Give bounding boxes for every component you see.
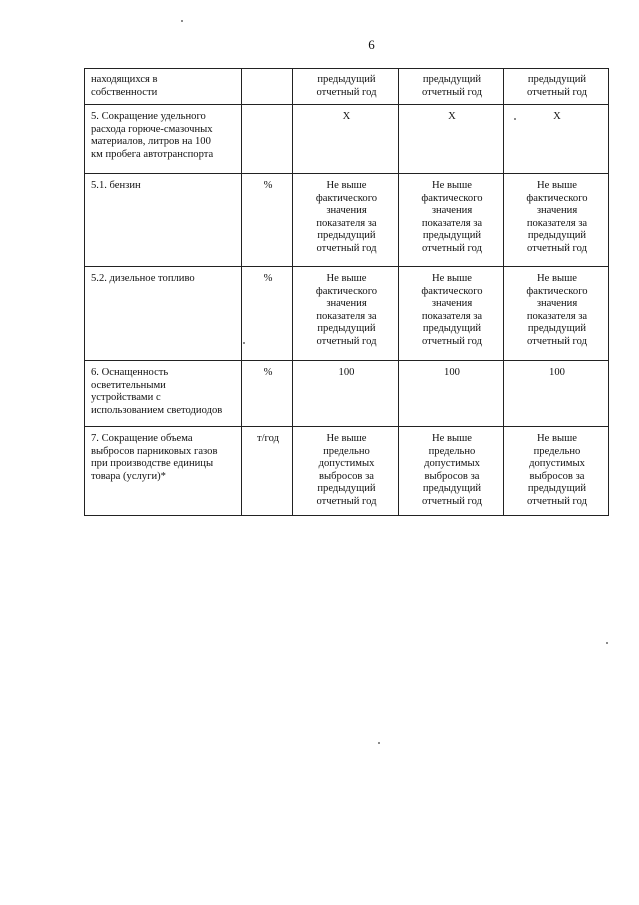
value-cell <box>293 361 399 427</box>
table-row <box>85 267 609 361</box>
table-row <box>85 427 609 516</box>
unit-cell <box>242 105 293 174</box>
unit-cell <box>242 267 293 361</box>
value-cell <box>399 105 504 174</box>
indicator-name: 5.2. дизельное топливо <box>91 273 195 284</box>
value-text: 100 <box>444 367 460 378</box>
unit-cell <box>242 427 293 516</box>
value-cell <box>399 361 504 427</box>
value-text: предыдущий отчетный год <box>526 74 587 98</box>
value-text: Не выше предельно допустимых выбросов за предыдущий отчетный год <box>526 433 587 507</box>
value-text: Не выше предельно допустимых выбросов за предыдущий отчетный год <box>421 433 482 507</box>
value-text: Не выше фактического значения показателя за предыдущий отчетный год <box>526 180 588 254</box>
indicator-name: 6. Оснащенность осветительными устройствами с использованием светодиодов <box>91 367 223 416</box>
indicator-name: 5. Сокращение удельного расхода горюче-смазочных материалов, литров на 100 км пробега автотранспорта <box>91 111 214 160</box>
value-cell <box>293 267 399 361</box>
unit-value: % <box>263 180 273 191</box>
value-cell <box>293 69 399 105</box>
value-text: Х <box>342 111 351 122</box>
value-text: 100 <box>338 367 355 378</box>
indicators-table <box>84 68 609 516</box>
value-text: Не выше фактического значения показателя за предыдущий отчетный год <box>526 273 588 347</box>
value-text: Не выше фактического значения показателя за предыдущий отчетный год <box>421 273 483 347</box>
table-row <box>85 69 609 105</box>
value-text: Не выше фактического значения показателя за предыдущий отчетный год <box>421 180 483 254</box>
value-text: Не выше предельно допустимых выбросов за предыдущий отчетный год <box>316 433 377 507</box>
value-cell <box>293 427 399 516</box>
value-cell <box>504 427 609 516</box>
value-cell <box>293 174 399 267</box>
indicator-name-cell <box>85 69 242 105</box>
value-cell <box>399 267 504 361</box>
scan-speck <box>181 20 183 22</box>
value-text: 100 <box>549 367 565 378</box>
value-cell <box>504 174 609 267</box>
scan-speck <box>378 742 380 744</box>
value-text: Не выше фактического значения показателя за предыдущий отчетный год <box>315 273 378 347</box>
indicator-name: 5.1. бензин <box>91 180 141 191</box>
indicator-name: находящихся в собственности <box>91 74 158 98</box>
scan-speck <box>243 342 245 344</box>
indicator-name: 7. Сокращение объема выбросов парниковых газов при производстве единицы товара (услуги)* <box>91 433 218 482</box>
unit-value: % <box>263 273 273 284</box>
table-row <box>85 174 609 267</box>
indicator-name-cell <box>85 105 242 174</box>
value-cell <box>399 174 504 267</box>
value-text: предыдущий отчетный год <box>316 74 377 98</box>
unit-cell <box>242 69 293 105</box>
value-text: Не выше фактического значения показателя за предыдущий отчетный год <box>315 180 378 254</box>
table-row <box>85 361 609 427</box>
value-text: Х <box>553 111 561 122</box>
indicator-name-cell <box>85 427 242 516</box>
indicator-name-cell <box>85 361 242 427</box>
value-cell <box>504 69 609 105</box>
value-text: предыдущий отчетный год <box>421 74 482 98</box>
value-text: Х <box>448 111 456 122</box>
indicator-name-cell <box>85 267 242 361</box>
unit-cell <box>242 361 293 427</box>
value-cell <box>504 105 609 174</box>
value-cell <box>504 361 609 427</box>
value-cell <box>504 267 609 361</box>
scan-speck <box>606 642 608 644</box>
page-number: 6 <box>368 37 375 52</box>
value-cell <box>399 69 504 105</box>
value-cell <box>399 427 504 516</box>
value-cell <box>293 105 399 174</box>
unit-value: т/год <box>256 433 280 444</box>
unit-cell <box>242 174 293 267</box>
scan-speck <box>514 118 516 120</box>
unit-value: % <box>263 367 273 378</box>
indicator-name-cell <box>85 174 242 267</box>
table-row <box>85 105 609 174</box>
